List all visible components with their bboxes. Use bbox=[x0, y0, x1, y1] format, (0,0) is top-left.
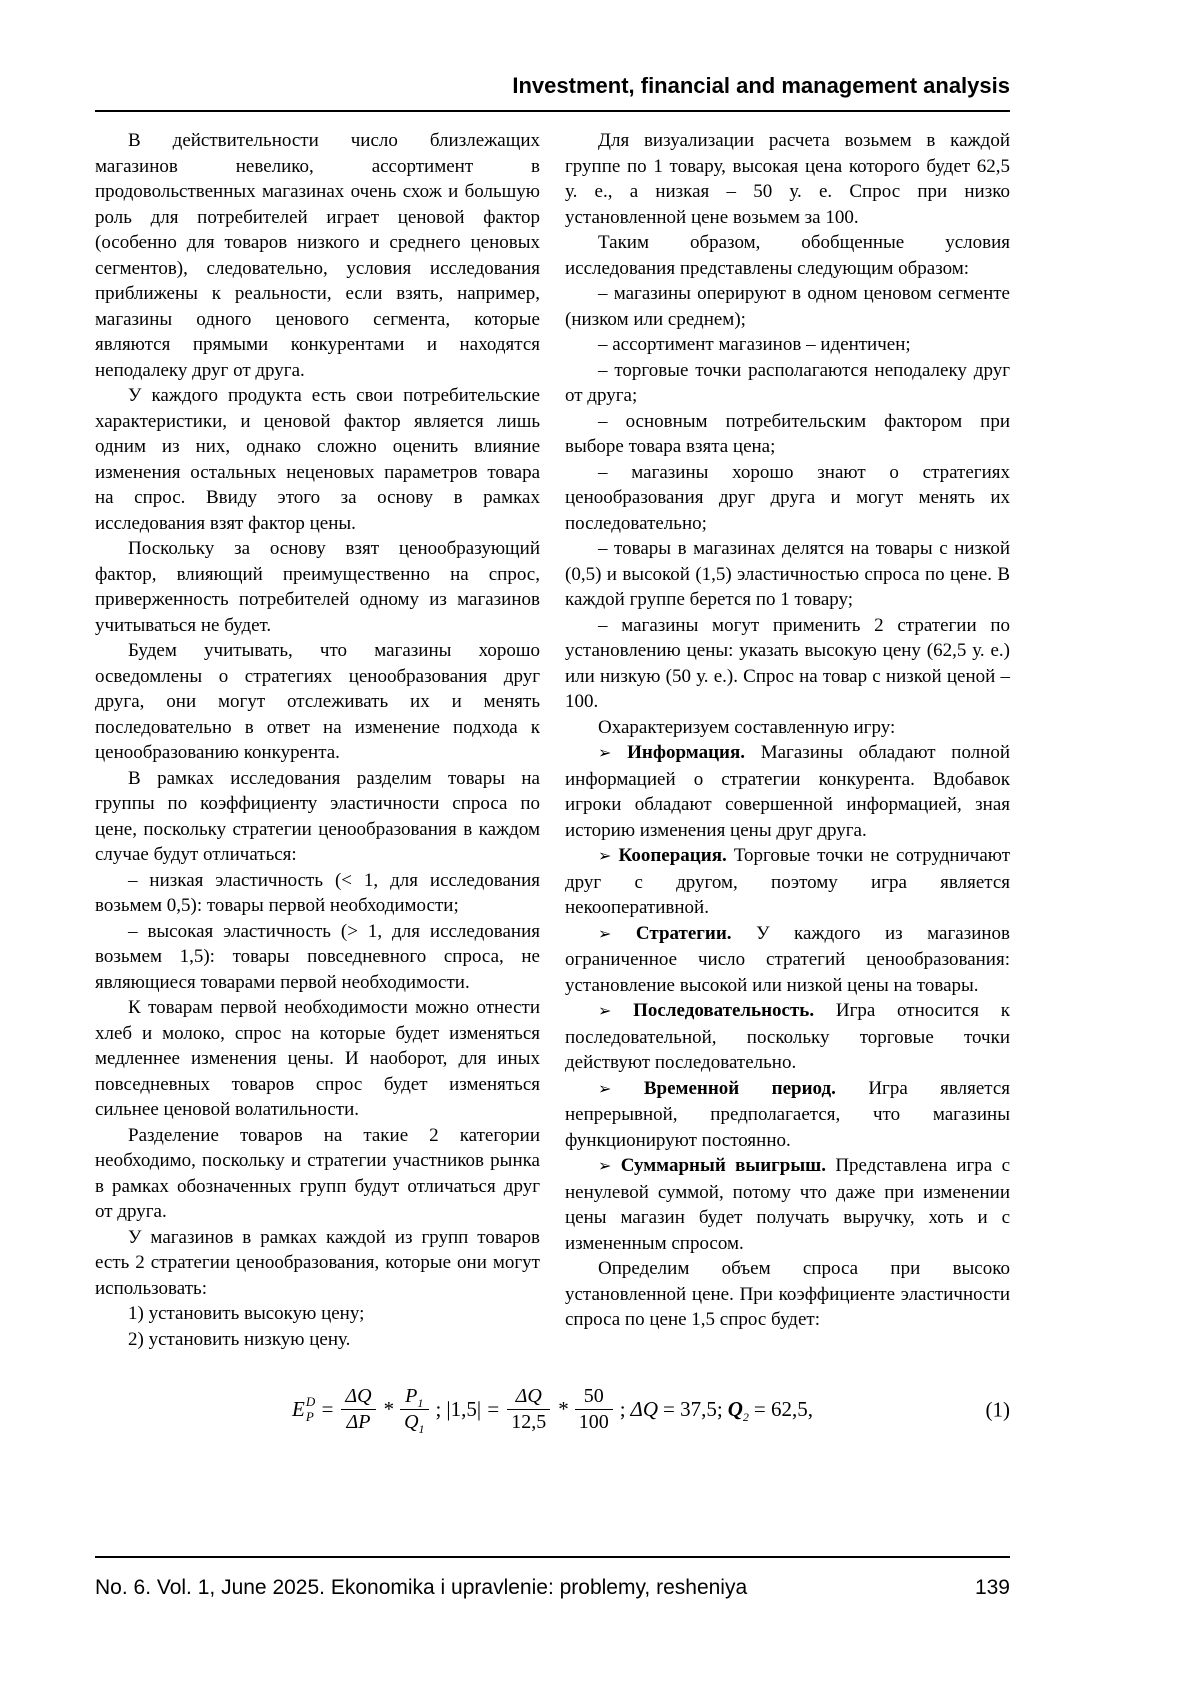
paragraph bbox=[95, 383, 540, 536]
paragraph bbox=[565, 230, 1010, 281]
equals-result: = 62,5, bbox=[753, 1397, 813, 1421]
paragraph bbox=[95, 1327, 540, 1353]
equals-sign: = bbox=[320, 1397, 335, 1421]
paragraph-text: Для визуализации расчета возьмем в каждой группе по 1 товару, высокая цена которого будет 62,5 у. е., а низкая – 50 у. е. Спрос при низко установленной цене возьмем за 100. bbox=[565, 130, 1010, 228]
paragraph-lead: Последовательность. bbox=[633, 1000, 815, 1021]
arrow-bullet-icon: ➢ bbox=[598, 745, 612, 762]
e-subscript: P bbox=[305, 1408, 314, 1424]
q2-subscript: 2 bbox=[742, 1410, 749, 1425]
absolute-value: |1,5| bbox=[446, 1397, 482, 1421]
paragraph bbox=[95, 919, 540, 996]
paragraph-text: У каждого из магазинов ограниченное число стратегий ценообразования: установление высокой или низкой цены на товары. bbox=[565, 922, 1011, 996]
page-footer bbox=[95, 1576, 1010, 1600]
paragraph bbox=[565, 332, 1010, 358]
paragraph-text: – магазины хорошо знают о стратегиях ценообразования друг друга и могут менять их последовательно; bbox=[565, 461, 1010, 534]
paragraph-text: 1) установить высокую цену; bbox=[128, 1303, 365, 1324]
paragraph-lead: Стратегии. bbox=[635, 922, 732, 944]
paragraph bbox=[565, 460, 1010, 537]
fraction-denominator: 100 bbox=[578, 1411, 609, 1433]
arrow-bullet-icon: ➢ bbox=[598, 848, 612, 865]
paragraph-text: – магазины оперируют в одном ценовом сегменте (низком или среднем); bbox=[565, 283, 1010, 330]
paragraph-text: Магазины обладают полной информацией о стратегии конкурента. Вдобавок игроки обладают совершенной информацией, зная историю изменения цены друг друга. bbox=[565, 742, 1011, 841]
paragraph-text: Определим объем спроса при высоко установленной цене. При коэффициенте эластичности спроса по цене 1,5 спрос будет: bbox=[565, 1258, 1010, 1330]
semicolon: ; bbox=[435, 1397, 442, 1421]
paragraph-text: – товары в магазинах делятся на товары с низкой (0,5) и высокой (1,5) эластичностью спроса по цене. В каждой группе берется по 1 товару; bbox=[565, 538, 1010, 610]
p-subscript: 1 bbox=[417, 1396, 424, 1410]
journal-section-header: Investment, financial and management analysis bbox=[512, 73, 1010, 98]
paragraph bbox=[565, 921, 1010, 999]
arrow-bullet-icon: ➢ bbox=[598, 1158, 612, 1175]
fraction-numerator: ΔQ bbox=[507, 1385, 550, 1410]
paragraph-text: 2) установить низкую цену. bbox=[128, 1328, 351, 1350]
paragraph-text: – низкая эластичность (< 1, для исследования возьмем 0,5): товары первой необходимости; bbox=[95, 869, 540, 916]
arrow-bullet-icon: ➢ bbox=[598, 1080, 612, 1098]
arrow-bullet-icon: ➢ bbox=[598, 925, 612, 943]
paragraph-lead: Временной период. bbox=[643, 1077, 836, 1099]
paragraph bbox=[565, 843, 1010, 921]
paragraph-lead: Суммарный выигрыш. bbox=[620, 1155, 826, 1176]
right-column bbox=[565, 128, 1010, 1352]
paragraph bbox=[565, 998, 1010, 1076]
paragraph bbox=[95, 868, 540, 919]
paragraph bbox=[565, 613, 1010, 715]
paragraph bbox=[95, 128, 540, 383]
footer-rule bbox=[95, 1556, 1010, 1558]
paragraph-text: – ассортимент магазинов – идентичен; bbox=[598, 334, 911, 355]
paragraph-lead: Информация. bbox=[627, 742, 746, 763]
paragraph-text: Поскольку за основу взят ценообразующий фактор, влияющий преимущественно на спрос, приверженность потребителей одному из магазинов учитываться не будет. bbox=[95, 538, 540, 636]
paragraph-text: Игра является непрерывной, предполагается, что магазины функционируют постоянно. bbox=[565, 1077, 1011, 1151]
paragraph bbox=[565, 128, 1010, 230]
arrow-bullet-icon: ➢ bbox=[598, 1003, 612, 1020]
paragraph bbox=[565, 536, 1010, 613]
equals-result: = 37,5; bbox=[663, 1397, 723, 1421]
paragraph-lead: Кооперация. bbox=[618, 845, 727, 866]
fraction-denominator: ΔP bbox=[346, 1411, 371, 1433]
fraction-p1-q1 bbox=[400, 1385, 428, 1434]
fraction-dq-dp bbox=[341, 1385, 375, 1434]
paragraph-text: К товарам первой необходимости можно отнести хлеб и молоко, спрос на которые будет изменяться медленнее изменения цены. И наоборот, для иных повседневных товаров спрос будет изменяться сильнее ценовой волатильности. bbox=[95, 997, 540, 1120]
paragraph-text: В действительности число близлежащих магазинов невелико, ассортимент в продовольственных магазинах очень схож и большую роль для потребителей играет ценовой фактор (особенно для товаров низкого и среднего ценовых сегментов), следовательно, условия исследования приближены к реальности, если взять, например, магазины одного ценового сегмента, которые являются прямыми конкурентами и находятся неподалеку друг от друга. bbox=[95, 130, 540, 381]
article-body bbox=[95, 128, 1010, 1352]
paragraph bbox=[95, 1225, 540, 1302]
paragraph bbox=[565, 1076, 1010, 1154]
paragraph bbox=[565, 740, 1010, 843]
paragraph bbox=[95, 536, 540, 638]
q-subscript: 1 bbox=[418, 1422, 425, 1436]
q2-base: Q bbox=[727, 1397, 743, 1421]
fraction-denominator: 12,5 bbox=[511, 1411, 547, 1433]
paragraph-text: Будем учитывать, что магазины хорошо осведомлены о стратегиях ценообразования друг друга, они могут отслеживать их и менять последовательно в ответ на изменение подхода к ценообразованию конкурента. bbox=[95, 640, 540, 763]
paragraph bbox=[95, 638, 540, 766]
e-superscript: D bbox=[305, 1393, 316, 1409]
left-column bbox=[95, 128, 540, 1352]
header-rule bbox=[95, 110, 1010, 112]
paragraph bbox=[95, 995, 540, 1123]
paragraph bbox=[565, 1153, 1010, 1256]
paragraph-text: Охарактеризуем составленную игру: bbox=[598, 716, 896, 738]
fraction-numerator: 50 bbox=[575, 1385, 613, 1410]
fraction-dq-125 bbox=[507, 1385, 550, 1434]
journal-citation: No. 6. Vol. 1, June 2025. Ekonomika i upravlenie: problemy, resheniya bbox=[95, 1576, 748, 1599]
multiply-sign: * bbox=[557, 1397, 568, 1421]
fraction-numerator bbox=[400, 1385, 428, 1410]
paragraph bbox=[565, 281, 1010, 332]
equation-row bbox=[95, 1385, 1010, 1434]
q2-symbol bbox=[727, 1397, 749, 1425]
paragraph-text: В рамках исследования разделим товары на группы по коэффициенту эластичности спроса по цене, поскольку стратегии ценообразования в каждом случае будут отличаться: bbox=[95, 767, 540, 865]
paragraph-text: Таким образом, обобщенные условия исследования представлены следующим образом: bbox=[565, 232, 1010, 279]
paragraph bbox=[565, 1256, 1010, 1333]
fraction-denominator bbox=[400, 1410, 428, 1434]
equation-1 bbox=[292, 1385, 813, 1434]
equation-number: (1) bbox=[985, 1397, 1010, 1421]
paragraph-text: У магазинов в рамках каждой из групп товаров есть 2 стратегии ценообразования, которые они могут использовать: bbox=[95, 1226, 540, 1299]
e-base: E bbox=[291, 1397, 305, 1421]
elasticity-symbol bbox=[292, 1395, 315, 1425]
paragraph bbox=[565, 715, 1010, 741]
p-base: P bbox=[405, 1385, 418, 1407]
paragraph bbox=[95, 1301, 540, 1327]
paragraph-text: У каждого продукта есть свои потребительские характеристики, и ценовой фактор является лишь одним из них, однако сложно оценить влияние изменения остальных неценовых параметров товара на спрос. Ввиду этого за основу в рамках исследования взят фактор цены. bbox=[95, 385, 540, 534]
paragraph bbox=[95, 1123, 540, 1225]
paragraph-text: – основным потребительским фактором при выборе товара взята цена; bbox=[565, 410, 1010, 457]
paragraph bbox=[565, 409, 1010, 460]
multiply-sign: * bbox=[382, 1397, 394, 1421]
paragraph-text: Разделение товаров на такие 2 категории необходимо, поскольку и стратегии участников рынка в рамках обозначенных групп будут отличаться друг от друга. bbox=[95, 1124, 540, 1222]
paragraph-text: Торговые точки не сотрудничают друг с другом, поэтому игра является некооперативной. bbox=[565, 845, 1011, 918]
fraction-50-100 bbox=[575, 1385, 613, 1434]
paragraph-text: Представлена игра с ненулевой суммой, потому что даже при изменении цены магазин будет получать выручку, хоть и с измененным спросом. bbox=[565, 1155, 1010, 1254]
paragraph-text: Игра относится к последовательной, поскольку торговые точки действуют последовательно. bbox=[565, 1000, 1011, 1073]
paragraph-text: – торговые точки располагаются неподалеку друг от друга; bbox=[565, 359, 1010, 406]
delta-q: ΔQ bbox=[630, 1397, 659, 1421]
equals-sign: = bbox=[486, 1397, 501, 1421]
paragraph-text: – высокая эластичность (> 1, для исследования возьмем 1,5): товары повседневного спроса, не являющиеся товарами первой необходимости. bbox=[95, 920, 540, 993]
paragraph bbox=[565, 358, 1010, 409]
paragraph bbox=[95, 766, 540, 868]
page-number: 139 bbox=[974, 1576, 1010, 1599]
paragraph-text: – магазины могут применить 2 стратегии по установлению цены: указать высокую цену (62,5 у. е.) или низкую (50 у. е.). Спрос на товар с низкой ценой – 100. bbox=[565, 614, 1010, 712]
e-supsub bbox=[306, 1395, 315, 1425]
semicolon: ; bbox=[619, 1397, 626, 1421]
fraction-numerator: ΔQ bbox=[341, 1385, 375, 1410]
q-base: Q bbox=[404, 1411, 419, 1433]
